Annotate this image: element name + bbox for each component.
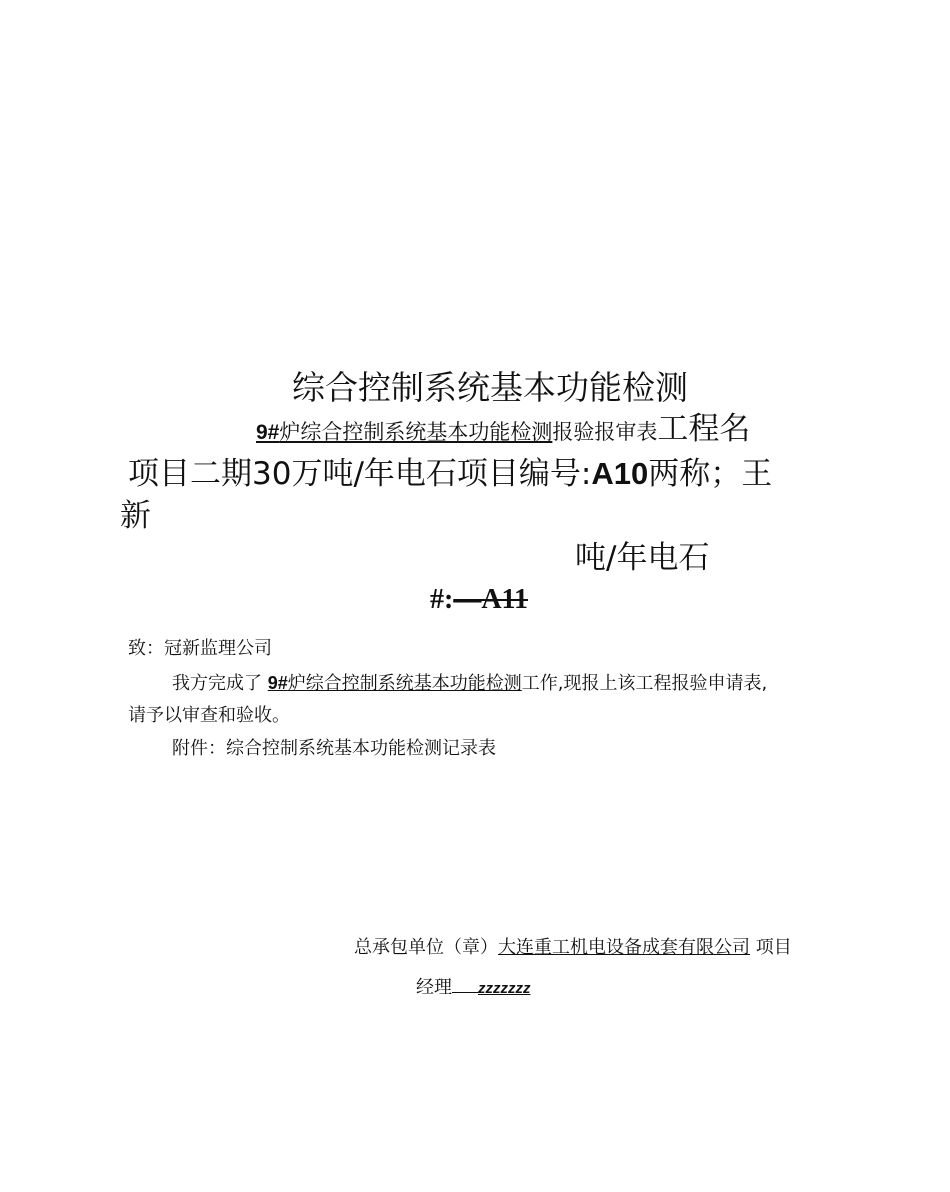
contractor-label: 总承包单位（章） (354, 937, 498, 958)
document-number (430, 582, 528, 618)
manager-label: 经理 (416, 977, 452, 998)
project-line (128, 454, 772, 494)
addressee-line: 致：冠新监理公司 (128, 638, 272, 659)
paragraph-1-underlined: 炉综合控制系统基本功能检测 (287, 673, 522, 694)
letter-paragraph-1 (172, 670, 767, 697)
subtitle-furnace-number: 9# (256, 421, 280, 444)
document-subtitle (256, 412, 750, 450)
letter-paragraph-2: 请予以审查和验收。 (128, 705, 290, 726)
signature-blank-line (452, 974, 478, 993)
project-line-suffix: 两称；王 (648, 456, 773, 492)
paragraph-1-suffix: 工作,现报上该工程报验申请表, (521, 673, 768, 694)
contractor-name: 大连重工机电设备成套有限公司 (498, 937, 750, 958)
document-title: 综合控制系统基本功能检测 (292, 368, 688, 407)
contractor-line (354, 935, 792, 961)
attachment-line: 附件：综合控制系统基本功能检测记录表 (172, 738, 496, 759)
subtitle-project-name-label: 工程名 (657, 411, 751, 447)
manager-signature: zzzzzzz (478, 980, 531, 997)
document-number-struck: —A11 (453, 584, 529, 615)
project-line-tail: 吨/年电石 (575, 540, 710, 576)
paragraph-1-prefix: 我方完成了 (172, 673, 268, 694)
project-code: A10 (591, 456, 649, 491)
project-line-wrap: 新 (120, 498, 151, 534)
contractor-suffix: 项目 (750, 937, 792, 958)
subtitle-form-name: 报验报审表 (552, 420, 658, 444)
paragraph-1-furnace-number: 9# (267, 673, 288, 693)
project-line-text: 项目二期30万吨/年电石项目编号: (128, 456, 592, 492)
document-number-prefix: #: (430, 584, 454, 615)
subtitle-underlined-text: 炉综合控制系统基本功能检测 (279, 420, 553, 444)
manager-line (416, 974, 531, 1002)
